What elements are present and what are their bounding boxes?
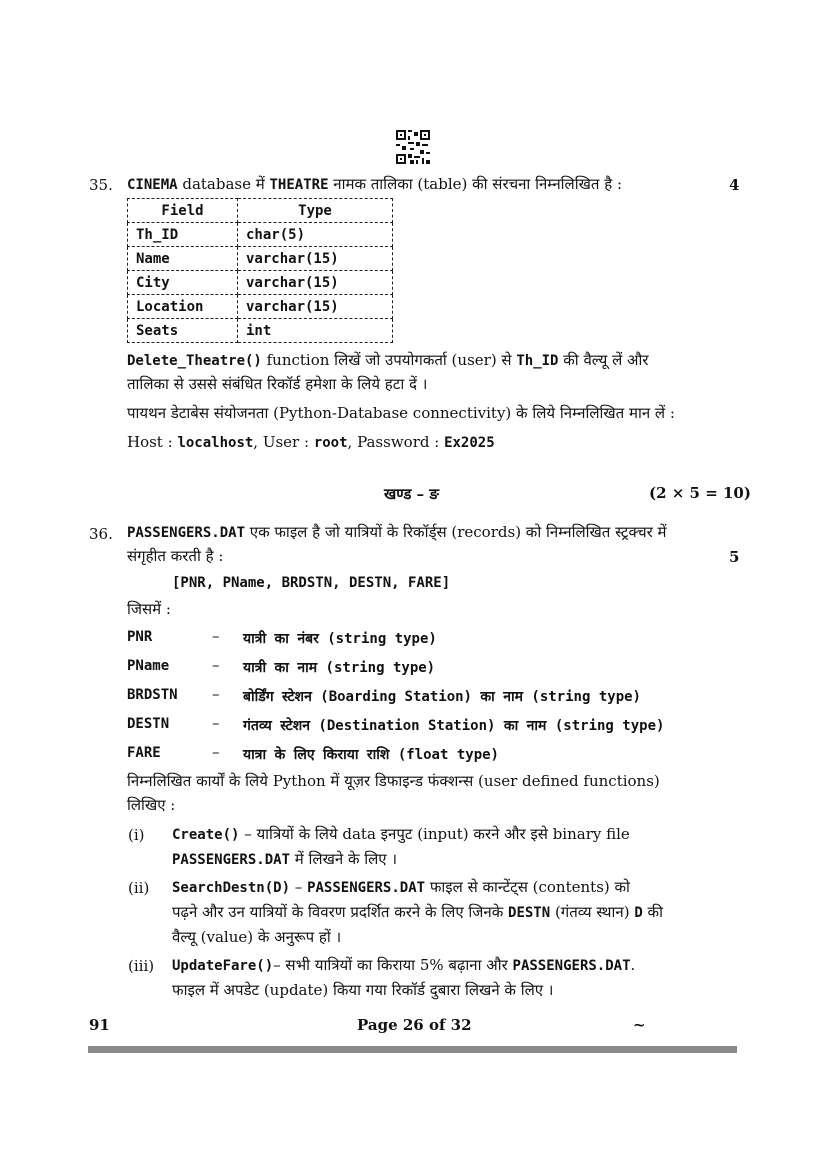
connection-parameters: Host : localhost, User : root, Password : Ex2025: [127, 433, 495, 451]
delete-theatre-paragraph-line2: तालिका से उससे संबंधित रिकॉर्ड हमेशा के लिये हटा दें ।: [127, 375, 428, 393]
question-marks: 5: [729, 548, 740, 566]
section-marks: (2 × 5 = 10): [649, 484, 751, 502]
footer-mark: ~: [633, 1016, 646, 1034]
sub-question-iii: UpdateFare()– सभी यात्रियों का किराया 5% बढ़ाना और PASSENGERS.DAT. फाइल में अपडेट (update) किया गया रिकॉर्ड दुबारा लिखने के लिए ।: [172, 956, 636, 999]
table-cell: Location: [128, 295, 238, 319]
task-instruction: निम्नलिखित कार्यों के लिये Python में यूज़र डिफाइन्ड फंक्शन्स (user defined functions): [127, 772, 660, 790]
question-number: 36.: [89, 525, 113, 543]
page-number: Page 26 of 32: [357, 1016, 472, 1034]
field-name: FARE: [127, 745, 161, 761]
field-name: BRDSTN: [127, 687, 178, 703]
table-cell: char(5): [238, 223, 393, 247]
where-label: जिसमें :: [127, 600, 171, 618]
table-header: Type: [238, 199, 393, 223]
question-number: 35.: [89, 176, 113, 194]
field-description: यात्रा के लिए किराया राशि (float type): [243, 747, 499, 763]
table-cell: int: [238, 319, 393, 343]
connectivity-paragraph: पायथन डेटाबेस संयोजनता (Python-Database connectivity) के लिये निम्नलिखित मान लें :: [127, 404, 675, 422]
table-cell: Seats: [128, 319, 238, 343]
field-name: PName: [127, 658, 170, 674]
table-cell: City: [128, 271, 238, 295]
table-row: [128, 271, 393, 295]
table-row: [128, 319, 393, 343]
sub-question-number: (iii): [128, 957, 155, 975]
theatre-structure-table: [127, 198, 393, 343]
field-dash: –: [212, 627, 220, 645]
table-header: Field: [128, 199, 238, 223]
record-structure: [PNR, PName, BRDSTN, DESTN, FARE]: [172, 575, 451, 591]
sub-question-i: Create() – यात्रियों के लिये data इनपुट (input) करने और इसे binary file PASSENGERS.DAT में लिखने के लिए ।: [172, 825, 630, 868]
table-row: [128, 223, 393, 247]
table-cell: Name: [128, 247, 238, 271]
field-description: बोर्डिंग स्टेशन (Boarding Station) का नाम (string type): [243, 689, 641, 705]
question-35-intro: CINEMA database में THEATRE नामक तालिका (table) की संरचना निम्नलिखित है :: [127, 175, 622, 193]
table-header-row: [128, 199, 393, 223]
field-description: यात्री का नंबर (string type): [243, 631, 437, 647]
question-36-intro-line2: संगृहीत करती है :: [127, 547, 224, 565]
table-cell: varchar(15): [238, 247, 393, 271]
field-description: यात्री का नाम (string type): [243, 660, 436, 676]
sub-question-number: (ii): [128, 879, 150, 897]
field-dash: –: [212, 656, 220, 674]
sub-question-number: (i): [128, 826, 145, 844]
field-description: गंतव्य स्टेशन (Destination Station) का नाम (string type): [243, 718, 665, 734]
sub-question-ii: SearchDestn(D) – PASSENGERS.DAT फाइल से कान्टेंट्स (contents) को पढ़ने और उन यात्रियों के विवरण प्रदर्शित करने के लिए जिनके DESTN (गंतव्य स्थान) D की वैल्यू (value) के अनुरूप हों ।: [172, 878, 663, 946]
table-row: [128, 247, 393, 271]
field-name: PNR: [127, 629, 153, 645]
task-instruction-line2: लिखिए :: [127, 796, 176, 814]
table-cell: varchar(15): [238, 295, 393, 319]
field-name: DESTN: [127, 716, 170, 732]
field-dash: –: [212, 714, 220, 732]
qr-code-icon: [396, 130, 430, 164]
paper-code: 91: [89, 1016, 110, 1034]
field-dash: –: [212, 743, 220, 761]
section-title: खण्ड – ङ: [384, 485, 439, 503]
table-cell: Th_ID: [128, 223, 238, 247]
table-row: [128, 295, 393, 319]
table-cell: varchar(15): [238, 271, 393, 295]
delete-theatre-paragraph: Delete_Theatre() function लिखें जो उपयोगकर्ता (user) से Th_ID की वैल्यू लें और: [127, 351, 649, 369]
question-36-intro: PASSENGERS.DAT एक फाइल है जो यात्रियों के रिकॉर्ड्स (records) को निम्नलिखित स्ट्रक्चर में: [127, 523, 667, 541]
field-dash: –: [212, 685, 220, 703]
question-marks: 4: [729, 176, 740, 194]
footer-divider: [88, 1046, 737, 1053]
